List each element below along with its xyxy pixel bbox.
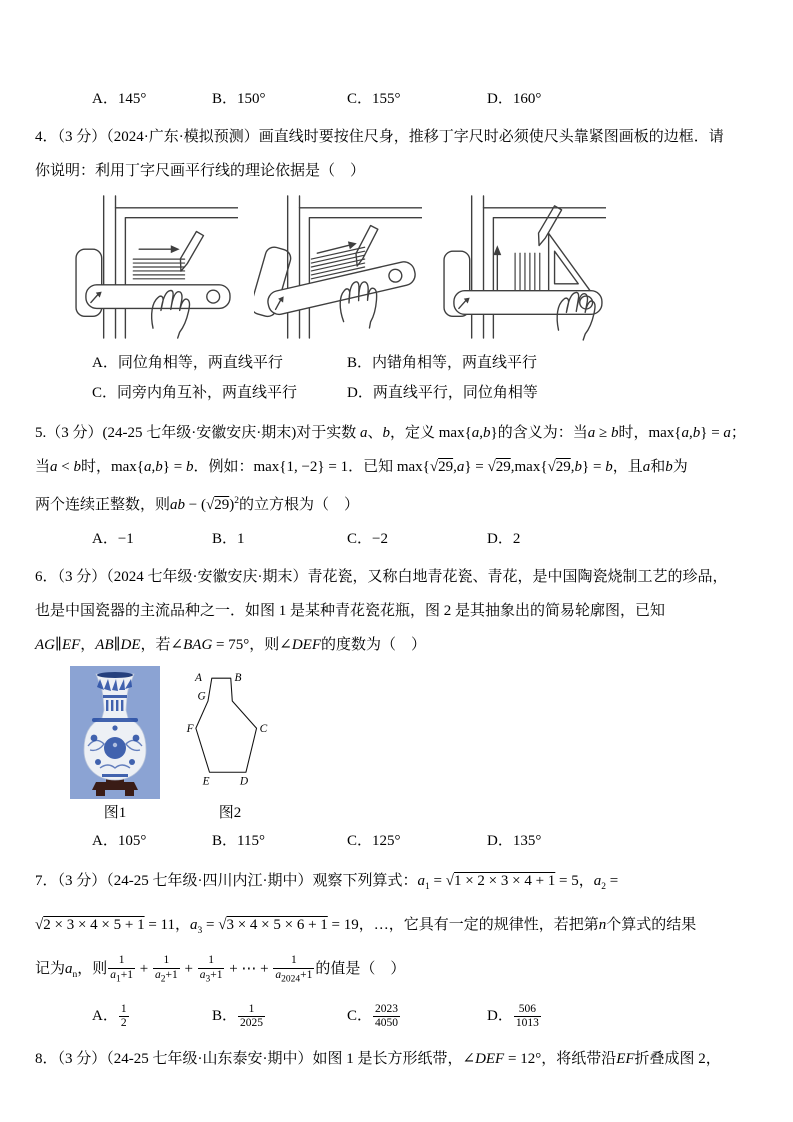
vertex-label-b: B	[234, 672, 242, 685]
denominator: 4050	[375, 1017, 399, 1030]
question-5-line-1: 5.（3 分）(24-25 七年级·安徽安庆·期末)对于实数 a、b，定义 max{a,b}的含义为：当a ≥ b时，max{a,b} = a；	[35, 425, 746, 441]
radicand: 29	[438, 459, 454, 475]
radical: √29	[205, 497, 230, 513]
option-b: B．1	[212, 531, 245, 547]
direction-arrow-up	[493, 245, 501, 290]
radicand: 29	[495, 459, 511, 475]
figure-2-caption: 图2	[218, 805, 242, 821]
fraction	[514, 1003, 541, 1030]
t-square-figure-3	[438, 192, 606, 342]
fraction	[153, 954, 180, 984]
question-6-figures	[70, 666, 755, 799]
math-supscript: 2	[234, 496, 239, 506]
vertex-label-e: E	[202, 775, 210, 786]
question-6-line-2: 也是中国瓷器的主流品种之一．如图 1 是某种青花瓷花瓶，图 2 是其抽象出的简易轮廓图，已知	[35, 603, 666, 619]
fraction	[373, 1003, 400, 1030]
board-edge	[288, 196, 300, 338]
math-variable: a	[456, 459, 465, 475]
option-b: B．115°	[212, 833, 265, 849]
figure-1-caption: 图1	[103, 805, 127, 821]
math-variable: b	[185, 459, 194, 475]
direction-arrow-right	[317, 241, 356, 253]
option-c: C． $\frac{2023}{4050}$	[347, 1002, 399, 1030]
drawn-parallel-lines	[133, 259, 184, 279]
math-subscript: 2024	[281, 973, 301, 984]
question-4-stem	[35, 120, 755, 188]
math-variable: b	[574, 459, 583, 475]
option-a: A．105°	[92, 833, 147, 849]
fraction	[198, 954, 225, 984]
t-square-blade	[86, 285, 230, 309]
radical: √29	[547, 459, 571, 475]
option-d: D．2	[487, 531, 521, 547]
numerator: 506	[518, 1002, 536, 1015]
math-variable: EF	[61, 637, 81, 653]
paper-corner	[484, 208, 606, 338]
denominator: $a_{2024}+1$	[275, 968, 313, 984]
option-b: B．150°	[212, 91, 266, 107]
vertex-label-d: D	[239, 775, 249, 786]
question-3-options	[35, 84, 755, 114]
question-4-figures	[70, 192, 755, 342]
math-variable: a	[65, 961, 73, 977]
numerator: 1	[208, 954, 214, 967]
option-d: D． $\frac{506}{1013}$	[487, 1002, 539, 1030]
question-6-options	[35, 826, 755, 856]
question-6-stem	[35, 560, 755, 662]
denominator: $a_3+1$	[199, 968, 223, 984]
board-edge	[472, 196, 484, 338]
math-variable: b	[692, 425, 701, 441]
math-variable: a	[587, 425, 596, 441]
vertex-label-f: F	[186, 723, 194, 736]
math-variable: a	[199, 968, 206, 981]
option-c: C．同旁内角互补，两直线平行	[92, 385, 298, 401]
question-7-line-2: √2 × 3 × 4 × 5 + 1 = 11，$a_3 = √3 \times 4 \times 5 \times 6 + 1 = 19$，…，它具有一定的规律性，若把第n个算式的结果	[35, 917, 697, 936]
math-variable: b	[605, 459, 613, 475]
denominator: $a_1+1$	[110, 968, 134, 984]
radicand: 3 × 4 × 5 × 6 + 1	[226, 917, 328, 933]
question-8-line-1: 8．（3 分）（24-25 七年级·山东泰安·期中）如图 1 是长方形纸带，∠DEF = 12°，将纸带沿EF折叠成图 2，	[35, 1051, 721, 1067]
fraction	[108, 954, 135, 984]
radicand: 2 × 3 × 4 × 5 + 1	[43, 917, 145, 933]
math-variable: a	[642, 459, 651, 475]
direction-arrow-right	[139, 245, 179, 253]
numerator: 1	[248, 1002, 255, 1015]
math-variable: a	[275, 968, 282, 981]
math-subscript: 2	[601, 882, 607, 892]
option-c: C．125°	[347, 833, 401, 849]
t-square-figure-1	[70, 192, 238, 342]
radical: √29	[429, 459, 454, 475]
question-4-line-2: 你说明：利用丁字尺画平行线的理论依据是（ ）	[35, 163, 366, 179]
math-variable: a	[417, 873, 425, 889]
question-4-options-row-1	[35, 348, 755, 378]
question-4-line-1: 4．（3 分）（2024·广东·模拟预测）画直线时要按住尺身，推移丁字尺时必须使尺头靠紧图画板的边框．请	[35, 129, 724, 145]
math-variable: b	[382, 425, 390, 441]
option-d: D．160°	[487, 91, 542, 107]
numerator: 1	[291, 954, 297, 967]
question-6-line-3: AG∥EF，AB∥DE，若∠BAG = 75°，则∠DEF的度数为（ ）	[35, 637, 427, 653]
vase-photo	[70, 666, 160, 799]
denominator: 2025	[240, 1017, 264, 1030]
pencil	[177, 229, 204, 274]
set-square	[549, 233, 590, 290]
option-a: A．145°	[92, 91, 147, 107]
radical: √1 × 2 × 3 × 4 + 1	[445, 873, 556, 889]
paper-corner	[116, 208, 238, 338]
drawn-parallel-lines	[515, 253, 540, 290]
pencil	[353, 224, 378, 269]
math-variable: n	[598, 917, 607, 933]
vase-outline-figure	[186, 666, 274, 786]
math-variable: ab	[170, 497, 186, 513]
radicand: 1 × 2 × 3 × 4 + 1	[453, 873, 556, 889]
radical: √2 × 3 × 4 × 5 + 1	[35, 917, 145, 933]
question-5-stem	[35, 416, 755, 522]
fraction	[238, 1003, 265, 1030]
denominator: 2	[120, 1017, 127, 1030]
math-variable: a	[110, 968, 117, 981]
math-variable: AB	[95, 637, 114, 653]
math-variable: a	[189, 917, 198, 933]
figure-captions	[70, 801, 755, 822]
option-a: A．−1	[92, 531, 134, 547]
numerator: 1	[118, 954, 125, 967]
math-variable: b	[483, 425, 491, 441]
radicand: 29	[214, 497, 230, 513]
question-6-line-1: 6．（3 分）（2024 七年级·安徽安庆·期末）青花瓷，又称白地青花瓷、青花，是中国陶瓷烧制工艺的珍品，	[35, 569, 728, 585]
vertex-label-g: G	[197, 690, 206, 703]
numerator: 1	[120, 1002, 127, 1015]
option-b: B． $\frac{1}{2025}$	[212, 1002, 264, 1030]
math-variable: b	[610, 425, 619, 441]
math-variable: DEF	[475, 1051, 505, 1067]
math-variable: a	[155, 968, 161, 981]
math-variable: b	[73, 459, 81, 475]
option-b: B．内错角相等，两直线平行	[347, 355, 538, 371]
denominator: 1013	[515, 1017, 539, 1030]
math-variable: a	[50, 459, 58, 475]
math-variable: a	[681, 425, 689, 441]
math-variable: a	[359, 425, 368, 441]
numerator: 1	[163, 954, 170, 967]
math-subscript: 3	[205, 973, 211, 984]
t-square-figure-2	[254, 192, 422, 342]
math-variable: EF	[616, 1051, 635, 1067]
numerator: 2023	[375, 1002, 399, 1015]
option-a: A．同位角相等，两直线平行	[92, 355, 283, 371]
option-d: D．两直线平行，同位角相等	[347, 385, 538, 401]
math-subscript: 2	[160, 973, 166, 984]
question-4-options-row-2	[35, 378, 755, 408]
radical: √29	[487, 459, 511, 475]
math-variable: a	[593, 873, 602, 889]
math-variable: b	[155, 459, 163, 475]
question-7-line-3: 记为$a_n$，则 $\frac{1}{a_1+1}$ + $\frac{1}{a_2+1}$ + $\frac{1}{a_3+1}$ + ⋯ + $\frac{1}{a_{2024}+1}$ 的值是（ ）	[35, 954, 406, 984]
question-5-line-2: 当a < b时，max{a,b} = b．例如：max{1, −2} = 1．已知 max{√29,a} = √29,max{√29,b} = b，且a和b为	[35, 459, 688, 475]
denominator: $a_2+1$	[155, 968, 178, 984]
option-a: A． $\frac{1}{2}$	[92, 1002, 127, 1030]
question-5-line-3: 两个连续正整数，则ab − $(√29)^2$的立方根为（ ）	[35, 496, 359, 513]
option-c: C．155°	[347, 91, 401, 107]
math-variable: AG	[35, 637, 55, 653]
board-edge	[104, 196, 116, 338]
math-subscript: n	[72, 970, 78, 980]
math-subscript: 1	[425, 882, 430, 892]
vertex-label-c: C	[259, 723, 268, 736]
radical: √3 × 4 × 5 × 6 + 1	[218, 917, 328, 933]
question-7-stem	[35, 862, 755, 994]
math-variable: BAG	[183, 637, 213, 653]
math-variable: DE	[120, 637, 141, 653]
option-d: D．135°	[487, 833, 542, 849]
fraction	[273, 954, 314, 984]
question-5-options	[35, 524, 755, 554]
math-variable: a	[144, 459, 152, 475]
radicand: 29	[555, 459, 571, 475]
math-variable: a	[471, 425, 480, 441]
math-subscript: 3	[197, 926, 203, 936]
math-variable: a	[723, 425, 731, 441]
option-c: C．−2	[347, 531, 388, 547]
math-variable: DEF	[291, 637, 321, 653]
math-variable: b	[665, 459, 673, 475]
vertex-label-a: A	[194, 672, 202, 685]
question-8-stem	[35, 1042, 755, 1076]
question-7-line-1: 7．（3 分）（24-25 七年级·四川内江·期中）观察下列算式：$a_1 = √1 \times 2 \times 3 \times 4 + 1 = 5$，$a_2$ =	[35, 873, 619, 892]
fraction	[119, 1003, 129, 1030]
math-subscript: 1	[116, 973, 121, 984]
question-7-options	[35, 998, 755, 1034]
